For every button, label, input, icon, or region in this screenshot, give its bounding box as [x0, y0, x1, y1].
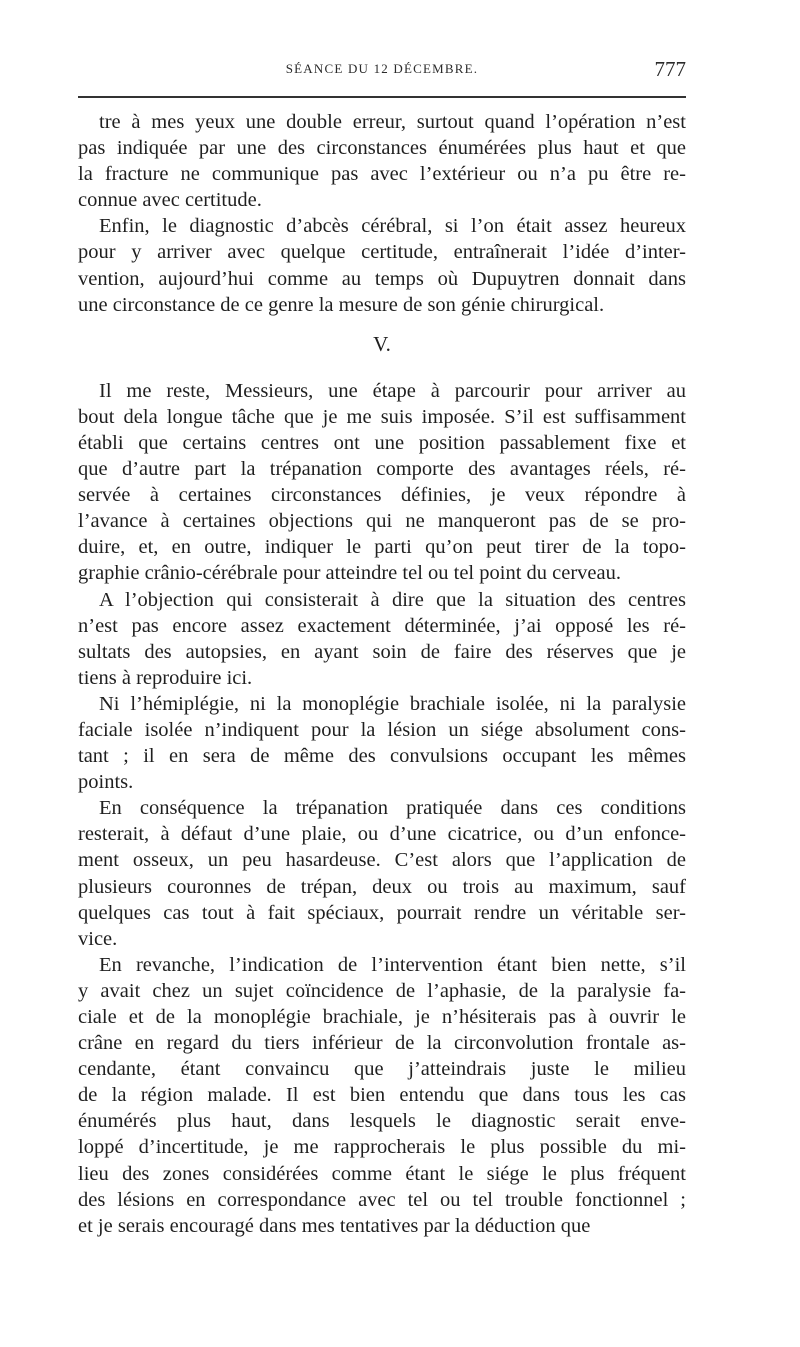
text-line: servée à certaines circonstances définies, je veux répondre à [78, 484, 686, 507]
text-line: loppé d’incertitude, je me rapprocherais le plus possible du mi- [78, 1136, 686, 1159]
text-line: faciale isolée n’indiquent pour la lésion un siége absolument cons- [78, 718, 686, 741]
text-line: et je serais encouragé dans mes tentatives par la déduction que [78, 1214, 591, 1237]
text-line: tant ; il en sera de même des convulsions occupant les mêmes [78, 745, 686, 768]
text-line: énumérés plus haut, dans lesquels le diagnostic serait enve- [78, 1110, 686, 1133]
text-line: la fracture ne communique pas avec l’extérieur ou n’a pu être re- [78, 163, 686, 186]
text-line: Il me reste, Messieurs, une étape à parcourir pour arriver au [99, 379, 686, 402]
body-text [78, 109, 686, 1239]
text-line: crâne en regard du tiers inférieur de la circonvolution frontale as- [78, 1032, 686, 1055]
text-line: pour y arriver avec quelque certitude, entraînerait l’idée d’inter- [78, 241, 686, 264]
text-line: points. [78, 771, 134, 794]
text-line: tre à mes yeux une double erreur, surtout quand l’opération n’est [99, 111, 686, 133]
text-line: une circonstance de ce genre la mesure de son génie chirurgical. [78, 293, 605, 316]
text-line: duire, et, en outre, indiquer le parti qu’on peut tirer de la topo- [78, 536, 686, 559]
text-line: établi que certains centres ont une position passablement fixe et [78, 431, 686, 454]
paragraph [78, 795, 686, 952]
text-line: plusieurs couronnes de trépan, deux ou trois au maximum, sauf [78, 875, 686, 898]
text-line: vice. [78, 927, 118, 950]
section-number: V. [373, 331, 391, 356]
text-line: de la région malade. Il est bien entendu que dans tous les cas [78, 1084, 686, 1107]
page-header [78, 57, 686, 87]
text-line: connue avec certitude. [78, 189, 262, 212]
paragraph [78, 213, 686, 317]
text-line: quelques cas tout à fait spéciaux, pourrait rendre un véritable ser- [78, 901, 686, 924]
text-line: cendante, étant convaincu que j’atteindrais juste le milieu [78, 1058, 686, 1081]
text-line: ment osseux, un peu hasardeuse. C’est alors que l’application de [78, 849, 686, 872]
text-line: ciale et de la monoplégie brachiale, je n’hésiterais pas à ouvrir le [78, 1006, 686, 1028]
text-line: bout dela longue tâche que je me suis imposée. S’il est suffisamment [78, 405, 686, 428]
text-line: vention, aujourd’hui comme au temps où Dupuytren donnait dans [78, 267, 686, 290]
text-line: Ni l’hémiplégie, ni la monoplégie brachiale isolée, ni la paralysie [99, 692, 686, 715]
running-title: SÉANCE DU 12 DÉCEMBRE. [285, 61, 479, 76]
header-rule [78, 96, 686, 98]
text-line: Enfin, le diagnostic d’abcès cérébral, si l’on était assez heureux [99, 215, 686, 238]
text-line: En conséquence la trépanation pratiquée dans ces conditions [99, 797, 686, 820]
paragraph [78, 691, 686, 795]
text-line: tiens à reproduire ici. [78, 666, 253, 689]
paragraph [78, 952, 686, 1239]
text-line: lieu des zones considérées comme étant le siége le plus fréquent [78, 1162, 686, 1185]
paragraph [78, 378, 686, 587]
text-line: En revanche, l’indication de l’intervention étant bien nette, s’il [99, 953, 686, 976]
text-line: n’est pas encore assez exactement déterminée, j’ai opposé les ré- [78, 614, 686, 637]
text-line: y avait chez un sujet coïncidence de l’aphasie, de la paralysie fa- [78, 979, 686, 1002]
paragraph [78, 587, 686, 691]
paragraphs-after-section [78, 378, 686, 1239]
text-line: des lésions en correspondance avec tel ou tel trouble fonctionnel ; [78, 1188, 686, 1211]
text-line: resterait, à défaut d’une plaie, ou d’une cicatrice, ou d’un enfonce- [78, 823, 686, 846]
text-line: sultats des autopsies, en ayant soin de faire des réserves que je [78, 640, 686, 663]
paragraphs-before-section [78, 109, 686, 318]
text-line: graphie crânio-cérébrale pour atteindre tel ou tel point du cerveau. [78, 562, 621, 585]
text-line: pas indiquée par une des circonstances énumérées plus haut et que [78, 137, 686, 160]
text-line: l’avance à certaines objections qui ne manqueront pas de se pro- [78, 510, 686, 533]
paragraph [78, 109, 686, 213]
text-line: que d’autre part la trépanation comporte des avantages réels, ré- [78, 458, 686, 481]
page-number: 777 [654, 57, 686, 81]
text-line: A l’objection qui consisterait à dire que la situation des centres [99, 588, 686, 611]
